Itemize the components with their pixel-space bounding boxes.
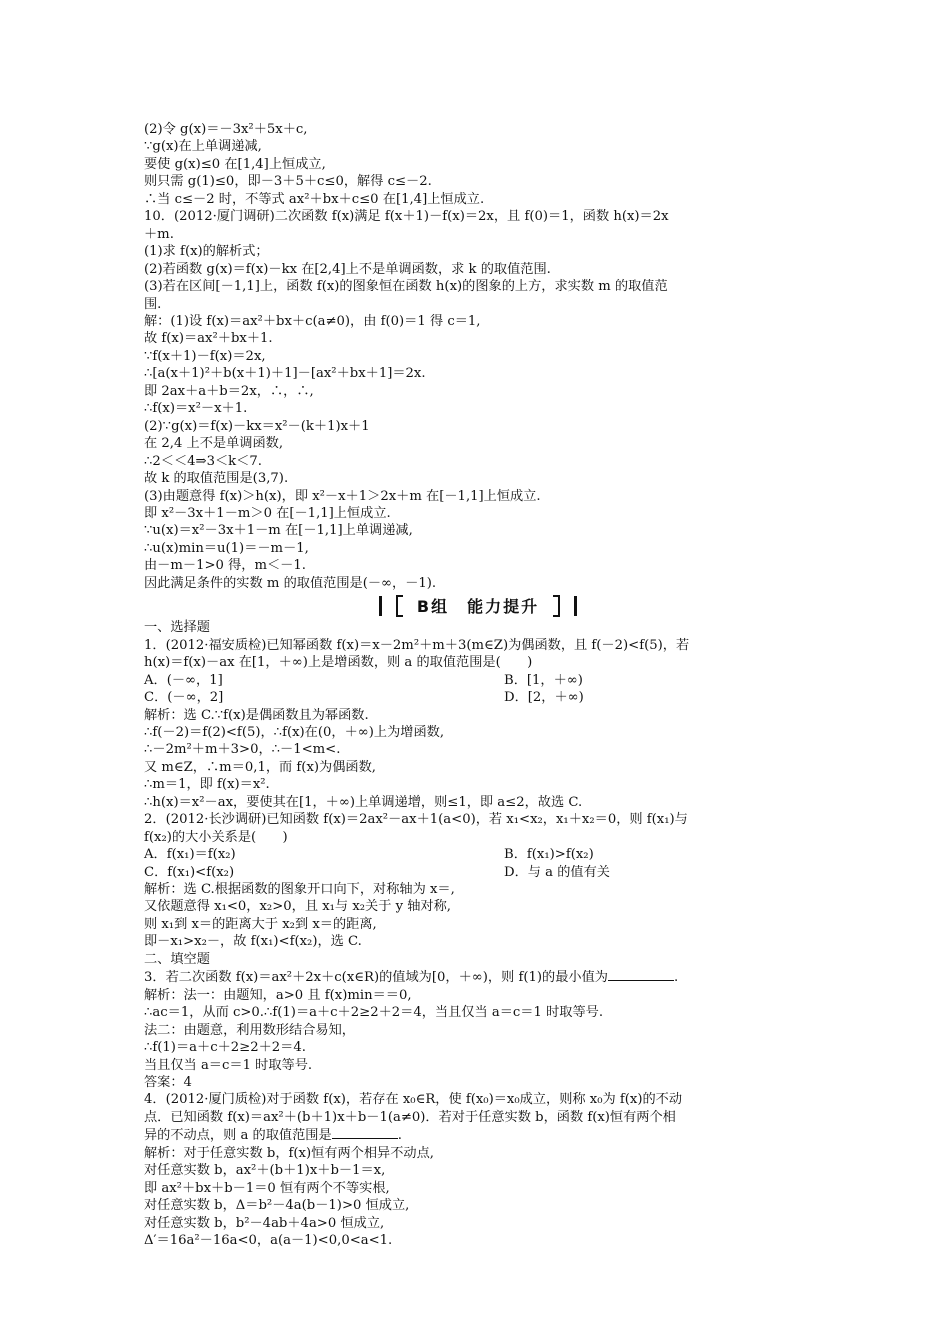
section-banner: [144, 594, 812, 618]
q1-option-b: B．[1，＋∞): [504, 672, 583, 688]
section-title-fill: 二、填空题: [144, 951, 210, 967]
q1-text-line: 1．(2012·福安质检)已知幂函数 f(x)＝x－2m²＋m＋3(m∈Z)为偶函数，且 f(－2)<f(5)，若: [144, 637, 690, 653]
q4-solution-line: 对任意实数 b，Δ＝b²－4a(b－1)>0 恒成立,: [144, 1198, 410, 1214]
q4-solution-line: Δ′＝16a²－16a<0，a(a－1)<0,0<a<1.: [144, 1233, 393, 1249]
q1-solution: [144, 707, 812, 812]
question-1: [144, 637, 812, 672]
q1-solution-line: ∴f(－2)＝f(2)<f(5)，∴f(x)在(0，＋∞)上为增函数,: [144, 724, 445, 740]
q3-solution-line: 答案：4: [144, 1075, 192, 1091]
text-line: (2)若函数 g(x)＝f(x)－kx 在[2,4]上不是单调函数，求 k 的取值范围.: [144, 261, 551, 277]
text-line: (1)求 f(x)的解析式；: [144, 244, 269, 260]
q2-solution-line: 解析：选 C.根据函数的图象开口向下，对称轴为 x＝,: [144, 882, 455, 898]
text-line: 故 f(x)＝ax²＋bx＋1.: [144, 331, 273, 347]
q1-options-row-1: [144, 672, 812, 689]
text-line: ∴f(x)＝x²－x＋1.: [144, 401, 248, 417]
q2-option-c: C．f(x₁)<f(x₂): [144, 864, 235, 880]
q4-solution: [144, 1145, 812, 1250]
q3-answer-blank: [608, 968, 674, 981]
text-line: 要使 g(x)≤0 在[1,4]上恒成立,: [144, 156, 326, 172]
text-line: ∴2＜＜4⇒3＜k＜7.: [144, 453, 262, 469]
q4-text-3: 异的不动点，则 a 的取值范围是: [144, 1128, 332, 1144]
part1-solution-block: [144, 121, 812, 592]
banner-bracket-left: [396, 595, 403, 617]
q2-options-row-2: [144, 864, 812, 881]
q2-solution: [144, 881, 812, 951]
q2-option-d: D．与 a 的值有关: [504, 864, 610, 880]
text-line: ＋m.: [144, 226, 174, 242]
q2-option-a: A．f(x₁)＝f(x₂): [144, 847, 236, 863]
q3-solution-line: ∴ac＝1，从而 c>0.∴f(1)＝a＋c＋2≥2＋2＝4，当且仅当 a＝c＝1 时取等号.: [144, 1005, 604, 1021]
text-line: ∵g(x)在上单调递减,: [144, 139, 262, 155]
q2-solution-line: 又依题意得 x₁<0，x₂>0，且 x₁与 x₂关于 y 轴对称,: [144, 899, 452, 915]
q4-solution-line: 对任意实数 b，ax²＋(b＋1)x＋b－1＝x,: [144, 1163, 386, 1179]
q4-text-line: 4．(2012·厦门质检)对于函数 f(x)，若存在 x₀∈R，使 f(x₀)＝x₀成立，则称 x₀为 f(x)的不动: [144, 1092, 683, 1108]
text-line: ∴u(x)min＝u(1)＝－m－1,: [144, 540, 309, 556]
q3-solution-line: 法二：由题意，利用数形结合易知，: [144, 1022, 355, 1038]
text-line: 由－m－1>0 得，m＜－1.: [144, 558, 306, 574]
q4-answer-blank: [332, 1126, 398, 1139]
question-2: [144, 811, 812, 846]
q1-options-row-2: [144, 689, 812, 706]
text-line: 10．(2012·厦门调研)二次函数 f(x)满足 f(x＋1)－f(x)＝2x，且 f(0)＝1，函数 h(x)＝2x: [144, 209, 669, 225]
q4-solution-line: 解析：对于任意实数 b，f(x)恒有两个相异不动点,: [144, 1145, 434, 1161]
q4-solution-line: 即 ax²＋bx＋b－1＝0 恒有两个不等实根,: [144, 1180, 390, 1196]
q2-options-row-1: [144, 846, 812, 863]
q1-solution-line: ∴－2m²＋m＋3>0，∴－1<m<.: [144, 742, 341, 758]
document-content: [144, 121, 812, 1250]
q1-text-line: h(x)＝f(x)－ax 在[1，＋∞)上是增函数，则 a 的取值范围是( ): [144, 655, 533, 671]
q3-solution-line: 解析：法一：由题知，a>0 且 f(x)min＝＝0,: [144, 987, 412, 1003]
q1-option-c: C．(－∞，2]: [144, 690, 224, 706]
q1-solution-line: 又 m∈Z，∴m＝0,1，而 f(x)为偶函数,: [144, 759, 376, 775]
q3-solution-line: 当且仅当 a＝c＝1 时取等号.: [144, 1057, 313, 1073]
q3-text: 3．若二次函数 f(x)＝ax²＋2x＋c(x∈R)的值域为[0，＋∞)，则 f(1)的最小值为: [144, 970, 608, 986]
text-line: 解：(1)设 f(x)＝ax²＋bx＋c(a≠0)，由 f(0)＝1 得 c＝1,: [144, 313, 481, 329]
text-line: 则只需 g(1)≤0，即－3＋5＋c≤0，解得 c≤－2.: [144, 174, 432, 190]
q1-option-d: D．[2，＋∞): [504, 690, 584, 706]
q4-text-line: 点．已知函数 f(x)＝ax²＋(b＋1)x＋b－1(a≠0)．若对于任意实数 b，函数 f(x)恒有两个相: [144, 1109, 676, 1125]
q3-solution: [144, 987, 812, 1092]
q4-solution-line: 对任意实数 b，b²－4ab＋4a>0 恒成立,: [144, 1215, 385, 1231]
banner-bar-left: [379, 596, 382, 616]
question-4: [144, 1091, 812, 1126]
q2-solution-line: 即－x₁>x₂－，故 f(x₁)<f(x₂)，选 C.: [144, 934, 362, 950]
q3-solution-line: ∴f(1)＝a＋c＋2≥2＋2＝4.: [144, 1040, 306, 1056]
text-line: ∵u(x)＝x²－3x＋1－m 在[－1,1]上单调递减,: [144, 523, 413, 539]
q2-text-line: 2．(2012·长沙调研)已知函数 f(x)＝2ax²－ax＋1(a<0)，若 x₁<x₂，x₁＋x₂＝0，则 f(x₁)与: [144, 812, 688, 828]
text-line: ∴[a(x＋1)²＋b(x＋1)＋1]－[ax²＋bx＋1]＝2x.: [144, 366, 426, 382]
q2-text-line: f(x₂)的大小关系是( ): [144, 829, 288, 845]
text-line: ∴当 c≤－2 时，不等式 ax²＋bx＋c≤0 在[1,4]上恒成立.: [144, 191, 485, 207]
text-line: 因此满足条件的实数 m 的取值范围是(－∞，－1).: [144, 575, 437, 591]
q2-option-b: B．f(x₁)>f(x₂): [504, 847, 594, 863]
q4-end: .: [397, 1128, 402, 1144]
banner-title: B组 能力提升: [416, 596, 540, 616]
text-line: (3)由题意得 f(x)＞h(x)，即 x²－x＋1＞2x＋m 在[－1,1]上恒成立.: [144, 488, 541, 504]
text-line: 即 2ax＋a＋b＝2x，∴，∴,: [144, 383, 314, 399]
text-line: (2)令 g(x)＝－3x²＋5x＋c,: [144, 122, 308, 137]
q1-option-a: A．(－∞，1]: [144, 672, 223, 688]
text-line: ∵f(x＋1)－f(x)＝2x,: [144, 348, 266, 364]
text-line: 即 x²－3x＋1－m＞0 在[－1,1]上恒成立.: [144, 505, 391, 521]
text-line: 在 2,4 上不是单调函数,: [144, 436, 284, 452]
text-line: 围.: [144, 296, 162, 312]
q1-solution-line: 解析：选 C.∵f(x)是偶函数且为幂函数.: [144, 707, 369, 723]
text-line: (3)若在区间[－1,1]上，函数 f(x)的图象恒在函数 h(x)的图象的上方，求实数 m 的取值范: [144, 279, 668, 295]
q4-line-3: [144, 1126, 812, 1144]
section-title-choice: 一、选择题: [144, 620, 210, 636]
q3-end: .: [673, 970, 679, 986]
q1-solution-line: ∴h(x)＝x²－ax，要使其在[1，＋∞)上单调递增，则≤1，即 a≤2，故选 C.: [144, 794, 583, 810]
question-3: [144, 968, 812, 986]
banner-bracket-right: [553, 595, 560, 617]
banner-bar-right: [574, 596, 577, 616]
text-line: (2)∵g(x)＝f(x)－kx＝x²－(k＋1)x＋1: [144, 418, 370, 434]
text-line: 故 k 的取值范围是(3,7).: [144, 471, 289, 487]
q2-solution-line: 则 x₁到 x＝的距离大于 x₂到 x＝的距离,: [144, 916, 377, 932]
q1-solution-line: ∴m＝1，即 f(x)＝x².: [144, 777, 270, 793]
